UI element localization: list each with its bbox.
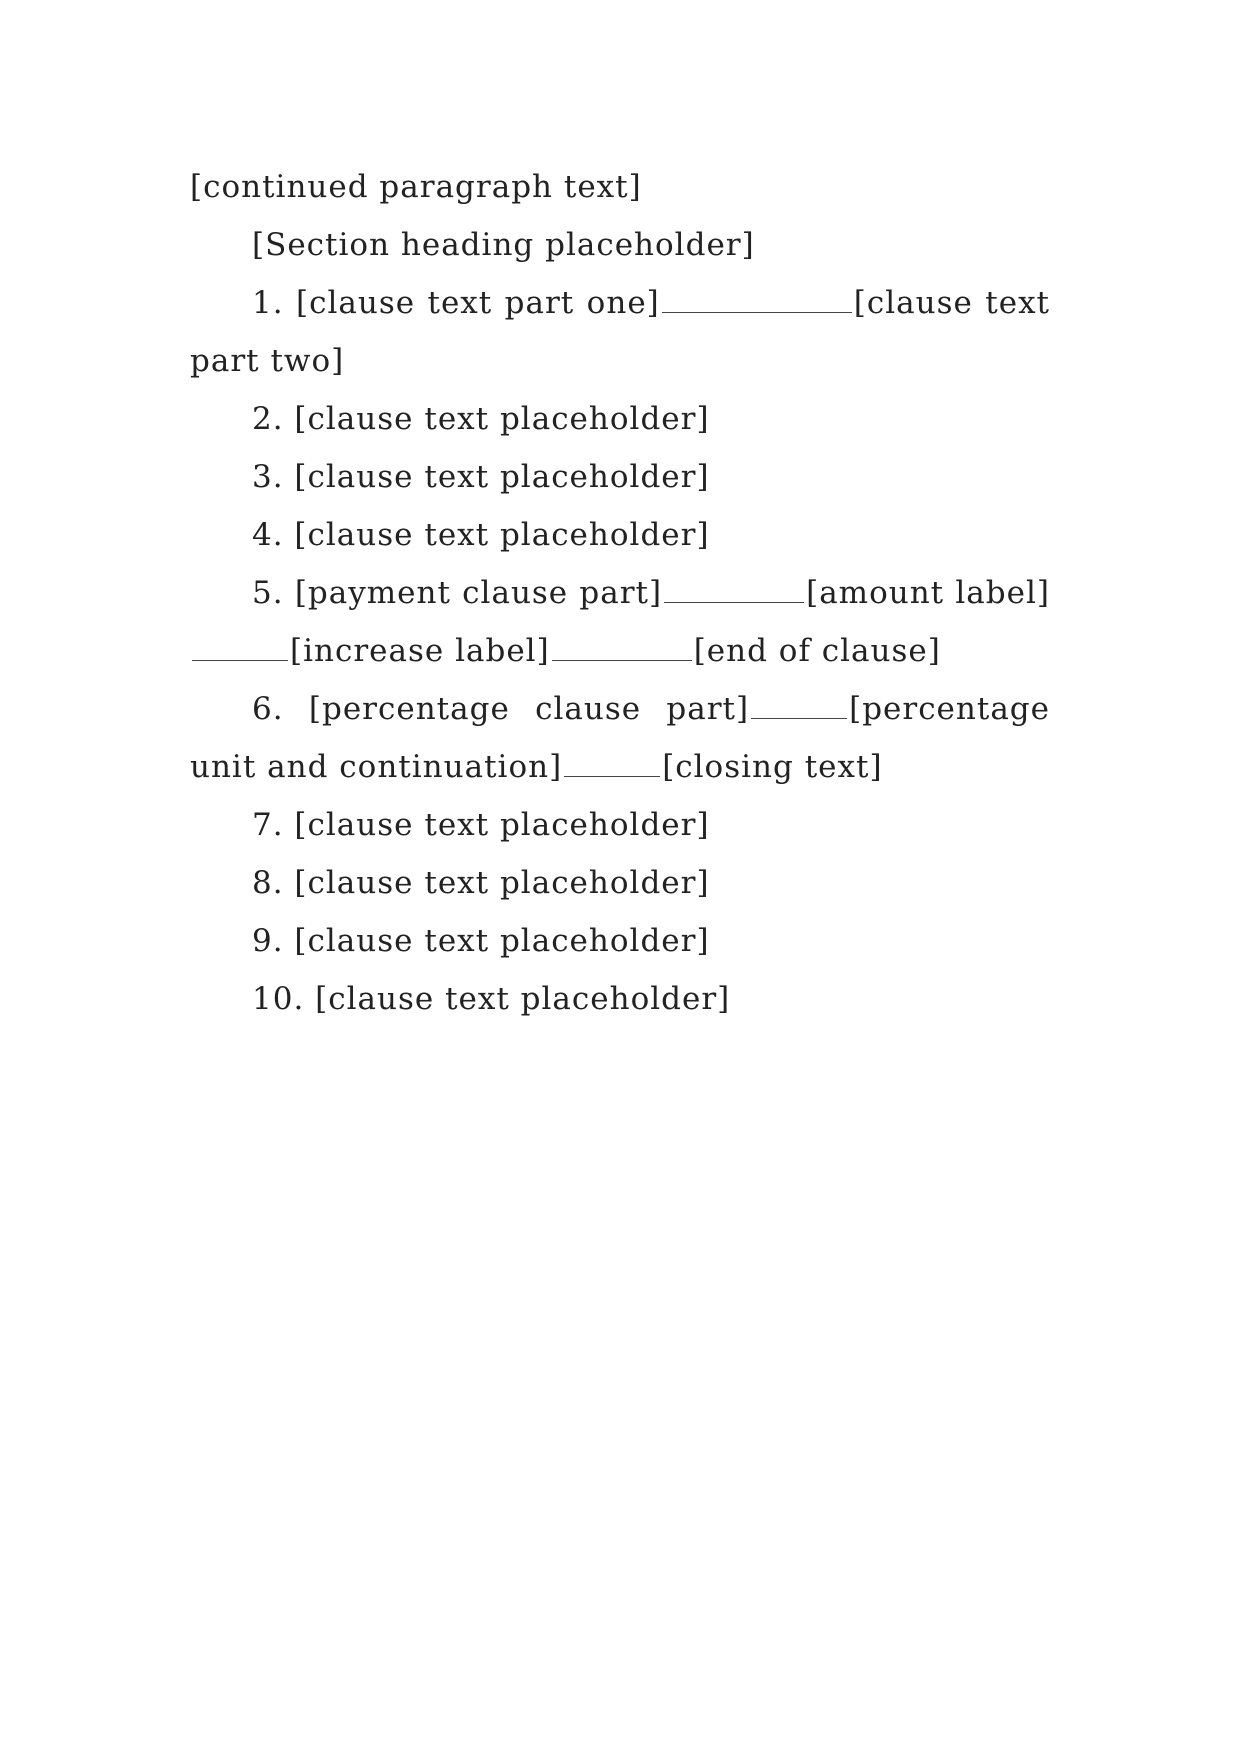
clause-6-text-c: [closing text] <box>662 749 883 785</box>
clause-3: 3. [clause text placeholder] <box>252 459 710 495</box>
clause-6-text-a: 6. [percentage clause part] <box>252 691 750 727</box>
fill-in-blank <box>751 688 847 719</box>
clause-1-text-b: [clause text part two] <box>190 285 1051 379</box>
fill-in-blank <box>664 572 804 603</box>
clause-6-text-b: [percentage unit and continuation] <box>190 691 1050 785</box>
clause-5-text-b: [amount label] <box>806 575 1050 611</box>
fill-in-blank <box>662 282 852 313</box>
clause-8: 8. [clause text placeholder] <box>252 865 710 901</box>
fill-in-blank <box>564 746 660 777</box>
clause-5 <box>190 564 1050 680</box>
section-heading: [Section heading placeholder] <box>252 227 755 263</box>
clause-1 <box>190 274 1050 390</box>
clause-5-text-a: 5. [payment clause part] <box>252 575 663 611</box>
clause-6 <box>190 680 1050 796</box>
document-body <box>190 158 1050 1028</box>
clause-1-text-a: 1. [clause text part one] <box>252 285 660 321</box>
clause-10: 10. [clause text placeholder] <box>252 981 731 1017</box>
clause-9: 9. [clause text placeholder] <box>252 923 710 959</box>
fill-in-blank <box>192 630 288 661</box>
paragraph-continuation: [continued paragraph text] <box>190 169 642 205</box>
clause-2: 2. [clause text placeholder] <box>252 401 710 437</box>
clause-5-text-c: [increase label] <box>290 633 550 669</box>
clause-4: 4. [clause text placeholder] <box>252 517 710 553</box>
clause-5-text-d: [end of clause] <box>693 633 941 669</box>
clause-7: 7. [clause text placeholder] <box>252 807 710 843</box>
fill-in-blank <box>552 630 692 661</box>
